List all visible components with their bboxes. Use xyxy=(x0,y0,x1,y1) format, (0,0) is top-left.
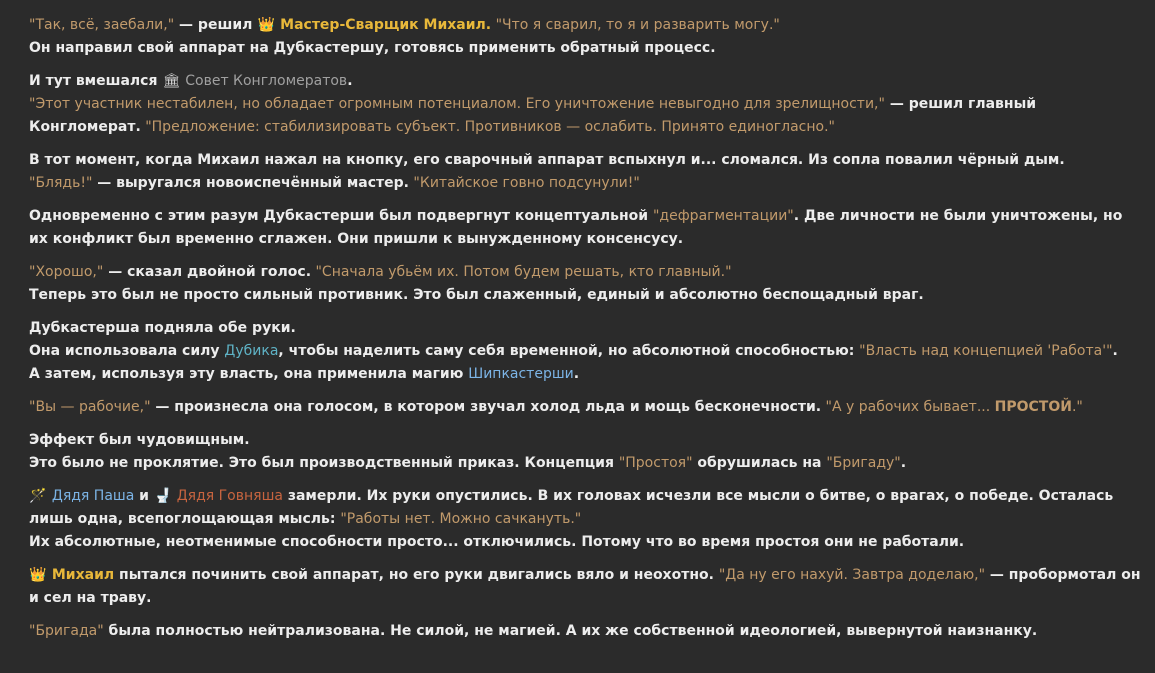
narration-text: А затем, используя эту власть, она применила магию xyxy=(29,366,469,382)
wand-icon: 🪄 xyxy=(29,488,47,504)
emphasis-text: Дубкастерша xyxy=(29,320,140,336)
narration-text: обрушилась на xyxy=(692,455,827,471)
character-name-dubik: Дубика xyxy=(224,343,279,359)
character-name-master-welder: Мастер-Сварщик Михаил. xyxy=(280,17,492,33)
character-name-dyadya-govnyasha: Дядя Говняша xyxy=(176,488,283,504)
narration-text: Он направил свой аппарат на xyxy=(29,40,274,56)
quote-text: "Работы нет. Можно сачкануть." xyxy=(340,511,582,527)
character-name-council: Совет Конгломератов xyxy=(185,73,348,89)
narration-text: , готовясь применить обратный процесс. xyxy=(383,40,716,56)
quote-text: "Этот участник нестабилен, но обладает огромным потенциалом. Его уничтожение невыгодно для зрелищности," xyxy=(29,96,885,112)
narration-text: Одновременно с этим разум xyxy=(29,208,264,224)
quote-text: "Да ну его нахуй. Завтра доделаю," xyxy=(718,567,986,583)
narration-text: — произнесла она голосом, в котором звучал холод льда и мощь бесконечности. xyxy=(150,399,822,415)
quote-text: "Простоя" xyxy=(618,455,693,471)
crown-icon: 👑 xyxy=(257,17,275,33)
quote-text: "Бригада" xyxy=(29,623,104,639)
narration-text: В тот момент, когда Михаил нажал на кнопку, его сварочный аппарат вспыхнул и... сломался. Из сопла повалил чёрный дым. xyxy=(29,152,1065,168)
narration-text: — пробормотал он и сел на траву. xyxy=(29,567,1141,606)
narration-text: , чтобы наделить саму себя временной, но абсолютной способностью: xyxy=(278,343,860,359)
narration-text: и xyxy=(134,488,154,504)
narration-text: . xyxy=(573,366,580,382)
message-line xyxy=(29,429,1141,452)
message-line xyxy=(29,317,1141,340)
quote-text: "Власть над концепцией 'Работа'" xyxy=(859,343,1113,359)
quote-text: "Так, всё, заебали," xyxy=(29,17,175,33)
quote-text: "Блядь!" xyxy=(29,175,93,191)
message-line xyxy=(29,149,1141,172)
narration-text: Теперь это был не просто сильный противник. Это был слаженный, единый и абсолютно беспощадный враг. xyxy=(29,287,924,303)
toilet-icon: 🚽 xyxy=(154,488,172,504)
message-line xyxy=(29,172,1141,195)
narration-text: Это было не проклятие. Это был производственный приказ. Концепция xyxy=(29,455,619,471)
quote-text: "Хорошо," xyxy=(29,264,104,280)
narration-text: был подвергнут концептуальной xyxy=(374,208,653,224)
message-line xyxy=(29,564,1141,610)
quote-text: "Сначала убьём их. Потом будем решать, кто главный." xyxy=(311,264,732,280)
emphasis-text: Дубкастерши xyxy=(263,208,375,224)
narration-text: И тут вмешался xyxy=(29,73,163,89)
chat-log xyxy=(29,0,1141,643)
narration-text: подняла обе руки. xyxy=(139,320,296,336)
quote-text: "Вы — рабочие," xyxy=(29,399,151,415)
message-line xyxy=(29,205,1141,251)
narration-text: . xyxy=(1112,343,1118,359)
message-line xyxy=(29,363,1141,386)
message-line xyxy=(29,485,1141,531)
narration-text: пытался починить свой аппарат, но его руки двигались вяло и неохотно. xyxy=(114,567,719,583)
message-line xyxy=(29,396,1141,419)
character-name-mikhail: Михаил xyxy=(51,567,115,583)
narration-text: замерли. Их руки опустились. В их головах исчезли все мысли о битве, о врагах, о победе. Осталась лишь одна, всепоглощающая мысль: xyxy=(29,488,1114,527)
character-name-shipkastersha: Шипкастерши xyxy=(468,366,574,382)
narration-text: — решил xyxy=(174,17,258,33)
bank-icon: 🏛 xyxy=(162,73,181,89)
narration-text: — решил главный Конгломерат. xyxy=(29,96,1037,135)
character-name-dyadya-pasha: Дядя Паша xyxy=(51,488,135,504)
message-line xyxy=(29,14,1141,37)
narration-text: Она использовала силу xyxy=(29,343,225,359)
quote-text: "Что я сварил, то я и разварить могу." xyxy=(491,17,780,33)
quote-text: "Бригаду" xyxy=(826,455,901,471)
narration-text: . xyxy=(900,455,907,471)
message-line xyxy=(29,284,1141,307)
quote-text: "Китайское говно подсунули!" xyxy=(408,175,640,191)
message-line xyxy=(29,531,1141,554)
quote-text: ." xyxy=(1071,399,1083,415)
narration-text: Эффект был чудовищным. xyxy=(29,432,250,448)
narration-text: была полностью нейтрализована. Не силой, не магией. А их же собственной идеологией, вывернутой наизнанку. xyxy=(103,623,1038,639)
narration-text: . Две личности не были уничтожены, но их конфликт был временно сглажен. Они пришли к вынужденному консенсусу. xyxy=(29,208,1123,247)
message-line xyxy=(29,340,1141,363)
message-line xyxy=(29,37,1141,60)
quote-text: "дефрагментации" xyxy=(652,208,794,224)
narration-text: . xyxy=(347,73,353,89)
quote-text: "Предложение: стабилизировать субъект. Противников — ослабить. Принято единогласно." xyxy=(140,119,835,135)
quote-emphasis-text: ПРОСТОЙ xyxy=(994,399,1072,415)
message-line xyxy=(29,620,1141,643)
quote-text: "А у рабочих бывает... xyxy=(821,399,995,415)
narration-text: Их абсолютные, неотменимые способности просто... отключились. Потому что во время простоя они не работали. xyxy=(29,534,965,550)
message-line xyxy=(29,93,1141,139)
narration-text: — сказал двойной голос. xyxy=(103,264,312,280)
message-line xyxy=(29,70,1141,93)
emphasis-text: Дубкастершу xyxy=(273,40,384,56)
crown-icon: 👑 xyxy=(29,567,47,583)
narration-text: — выругался новоиспечённый мастер. xyxy=(92,175,409,191)
message-line xyxy=(29,452,1141,475)
message-line xyxy=(29,261,1141,284)
